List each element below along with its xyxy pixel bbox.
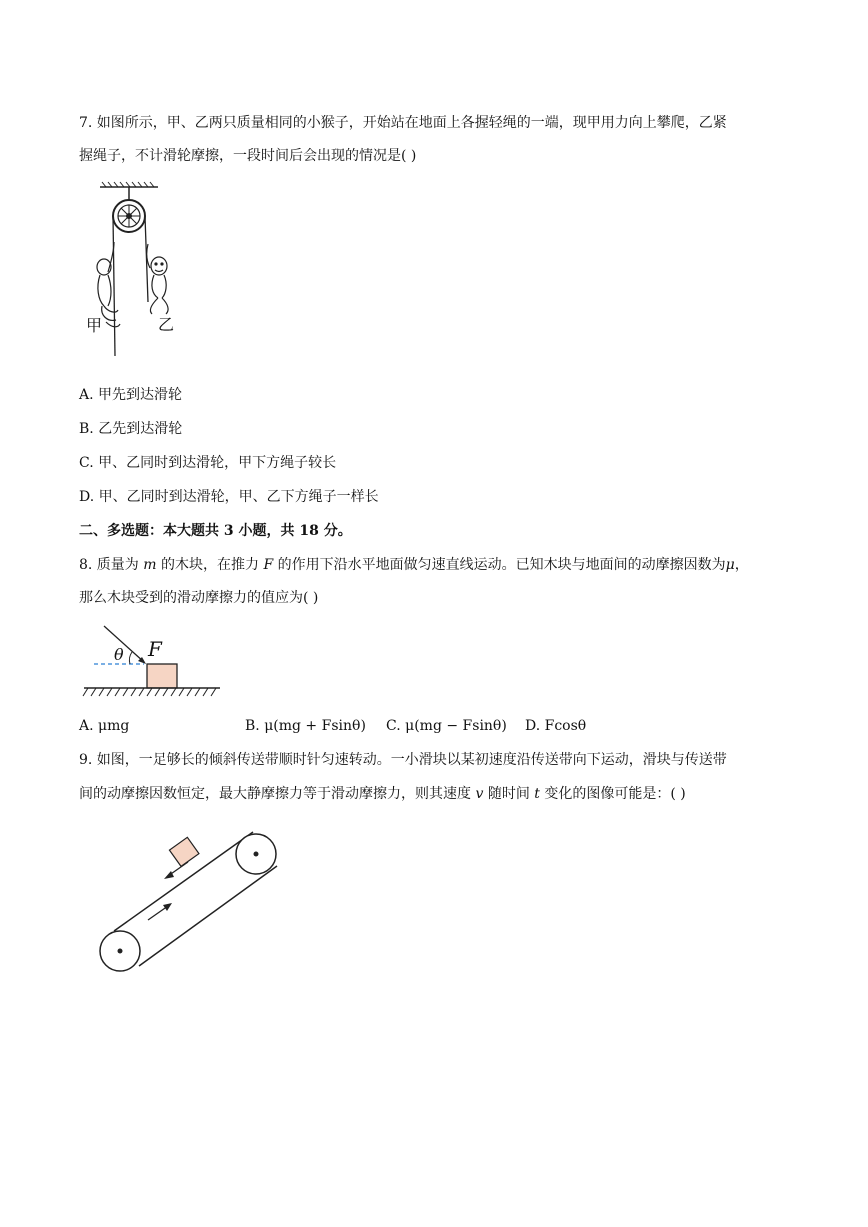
q7-stem-line1: 7. 如图所示，甲、乙两只质量相同的小猴子，开始站在地面上各握轻绳的一端，现甲用力向上攀爬，乙紧 bbox=[79, 115, 727, 131]
q8-option-a: A. μmg bbox=[79, 718, 130, 734]
q8-block-force-figure bbox=[80, 622, 225, 702]
q7-stem-line2: 握绳子，不计滑轮摩擦，一段时间后会出现的情况是( ) bbox=[79, 148, 417, 164]
q8-option-c: C. μ(mg − Fsinθ) bbox=[386, 718, 507, 734]
q7-figure-label-right: 乙 bbox=[158, 315, 175, 334]
q9-symbol-v: v bbox=[475, 786, 484, 802]
q8-option-d: D. Fcosθ bbox=[525, 718, 587, 734]
q8-figure-force-label: F bbox=[148, 637, 162, 661]
section-heading-multiple-choice: 二、多选题：本大题共 3 小题，共 18 分。 bbox=[79, 523, 352, 539]
q9-stem-line1: 9. 如图，一足够长的倾斜传送带顺时针匀速转动。一小滑块以某初速度沿传送带向下运动，滑块与传送带 bbox=[79, 752, 727, 768]
q9-stem-part-a: 间的动摩擦因数恒定，最大静摩擦力等于滑动摩擦力，则其速度 bbox=[79, 786, 471, 802]
q9-conveyor-belt-figure bbox=[90, 824, 285, 976]
q9-stem-part-c: 变化的图像可能是：( ) bbox=[544, 786, 686, 802]
q8-figure-theta: θ bbox=[114, 645, 124, 664]
q8-option-b: B. μ(mg + Fsinθ) bbox=[245, 718, 366, 734]
q9-symbol-t: t bbox=[534, 786, 540, 802]
q7-pulley-monkeys-figure bbox=[78, 182, 188, 360]
q8-symbol-m: m bbox=[143, 557, 157, 573]
q7-figure-label-left: 甲 bbox=[86, 316, 103, 335]
q8-stem-line2: 那么木块受到的滑动摩擦力的值应为( ) bbox=[79, 590, 319, 606]
q7-option-c: C. 甲、乙同时到达滑轮，甲下方绳子较长 bbox=[79, 455, 337, 471]
q9-stem-part-b: 随时间 bbox=[487, 786, 530, 802]
q8-symbol-F: F bbox=[263, 557, 274, 573]
q8-stem-part-d: ， bbox=[734, 557, 749, 573]
q7-option-b: B. 乙先到达滑轮 bbox=[79, 421, 183, 437]
q8-stem-part-b: 的木块，在推力 bbox=[161, 557, 259, 573]
q7-option-a: A. 甲先到达滑轮 bbox=[79, 387, 183, 403]
q7-option-d: D. 甲、乙同时到达滑轮，甲、乙下方绳子一样长 bbox=[79, 489, 379, 505]
q8-stem-part-a: 8. 质量为 bbox=[79, 557, 139, 573]
q8-stem-line1 bbox=[79, 555, 749, 575]
q8-stem-part-c: 的作用下沿水平地面做匀速直线运动。已知木块与地面间的动摩擦因数为 bbox=[277, 557, 726, 573]
q9-stem-line2 bbox=[79, 784, 686, 804]
q8-symbol-mu: μ bbox=[725, 557, 735, 573]
